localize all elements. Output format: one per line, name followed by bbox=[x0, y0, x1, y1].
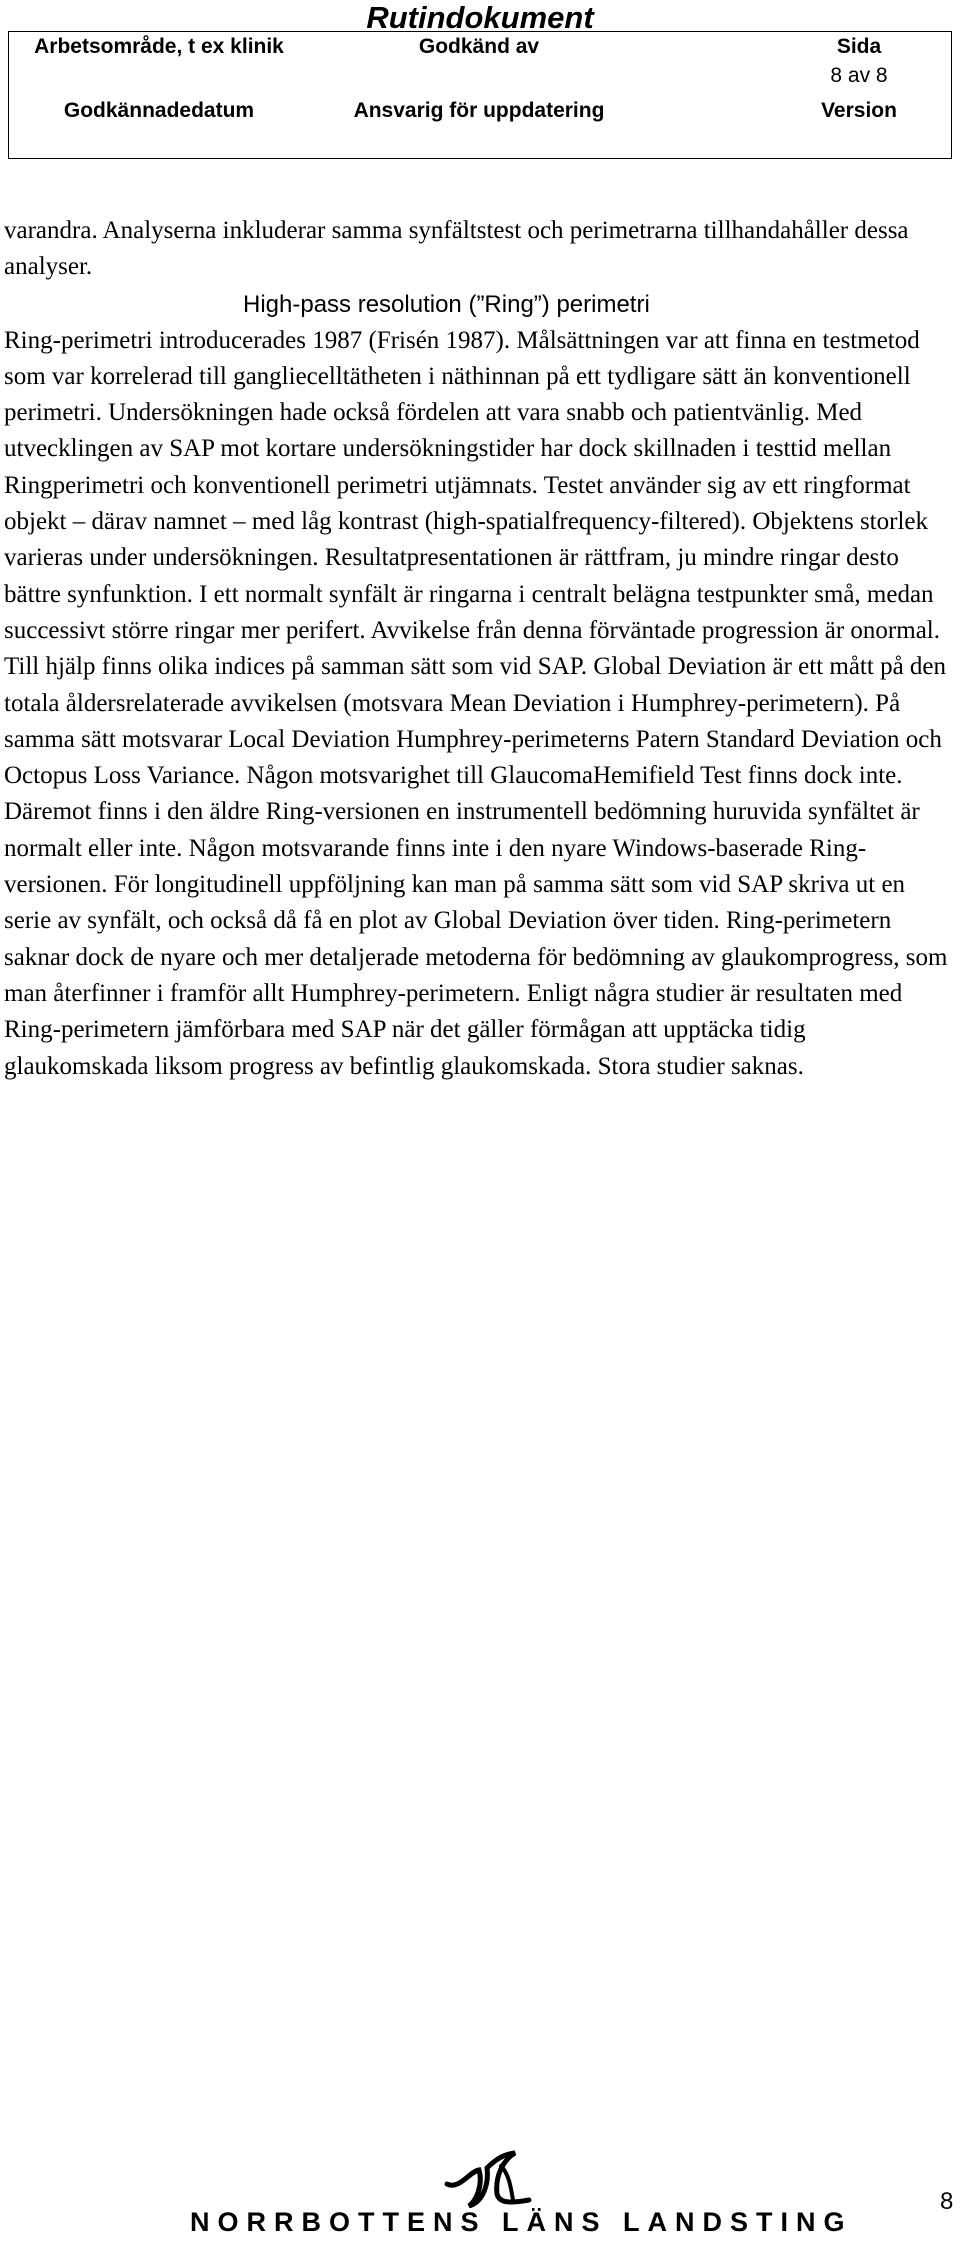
document-title: Rutindokument bbox=[366, 0, 594, 35]
document-header-table bbox=[8, 31, 952, 159]
main-paragraph: Ring-perimetri introducerades 1987 (Frisén 1987). Målsättningen var att finna en testmetod som var korrelerad till gangliecelltätheten i näthinnan på ett tydligare sätt än konventionell perimetri. Undersökningen hade också fördelen att vara snabb och patientvänlig. Med utvecklingen av SAP mot kortare undersökningstider har dock skillnaden i testtid mellan Ringperimetri och konventionell perimetri utjämnats. Testet använder sig av ett ringformat objekt – därav namnet – med låg kontrast (high-spatialfrequency-filtered). Objektens storlek varieras under undersökningen. Resultatpresentationen är rättfram, ju mindre ringar desto bättre synfunktion. I ett normalt synfält är ringarna i centralt belägna testpunkter små, medan successivt större ringar mer perifert. Avvikelse från denna förväntade progression är onormal. Till hjälp finns olika indices på samman sätt som vid SAP. Global Deviation är ett mått på den totala åldersrelaterade avvikelsen (motsvara Mean Deviation i Humphrey-perimetern). På samma sätt motsvarar Local Deviation Humphrey-perimeterns Patern Standard Deviation och Octopus Loss Variance. Någon motsvarighet till GlaucomaHemifield Test finns dock inte. Däremot finns i den äldre Ring-versionen en instrumentell bedömning huruvida synfältet är normalt eller inte. Någon motsvarande finns inte i den nyare Windows-baserade Ring-versionen. För longitudinell uppföljning kan man på samma sätt som vid SAP skriva ut en serie av synfält, och också då få en plot av Global Deviation över tiden. Ring-perimetern saknar dock de nyare och mer detaljerade metoderna för bedömning av glaukomprogress, som man återfinner i framför allt Humphrey-perimetern. Enligt några studier är resultaten med Ring-perimetern jämförbara med SAP när det gäller förmågan att upptäcka tidig glaukomskada liksom progress av befintlig glaukomskada. Stora studier saknas. bbox=[4, 326, 948, 1080]
page-number: 8 bbox=[940, 2188, 954, 2215]
document-body bbox=[4, 213, 954, 1085]
responsible-label: Ansvarig för uppdatering bbox=[353, 99, 605, 122]
area-label: Arbetsområde, t ex klinik bbox=[34, 35, 284, 58]
page-value: 8 av 8 bbox=[830, 64, 888, 87]
organization-name: NORRBOTTENS LÄNS LANDSTING bbox=[190, 2207, 853, 2237]
section-heading: High-pass resolution (”Ring”) perimetri bbox=[243, 290, 650, 318]
approval-date-label: Godkännadedatum bbox=[63, 99, 255, 122]
organization-logo bbox=[190, 2140, 853, 2244]
page-label: Sida bbox=[836, 35, 882, 58]
intro-paragraph: varandra. Analyserna inkluderar samma synfältstest och perimetrarna tillhandahåller dessa analyser. bbox=[4, 217, 909, 281]
approved-by-label: Godkänd av bbox=[418, 35, 540, 58]
version-label: Version bbox=[821, 99, 897, 122]
landsting-logo-icon bbox=[443, 2150, 533, 2208]
